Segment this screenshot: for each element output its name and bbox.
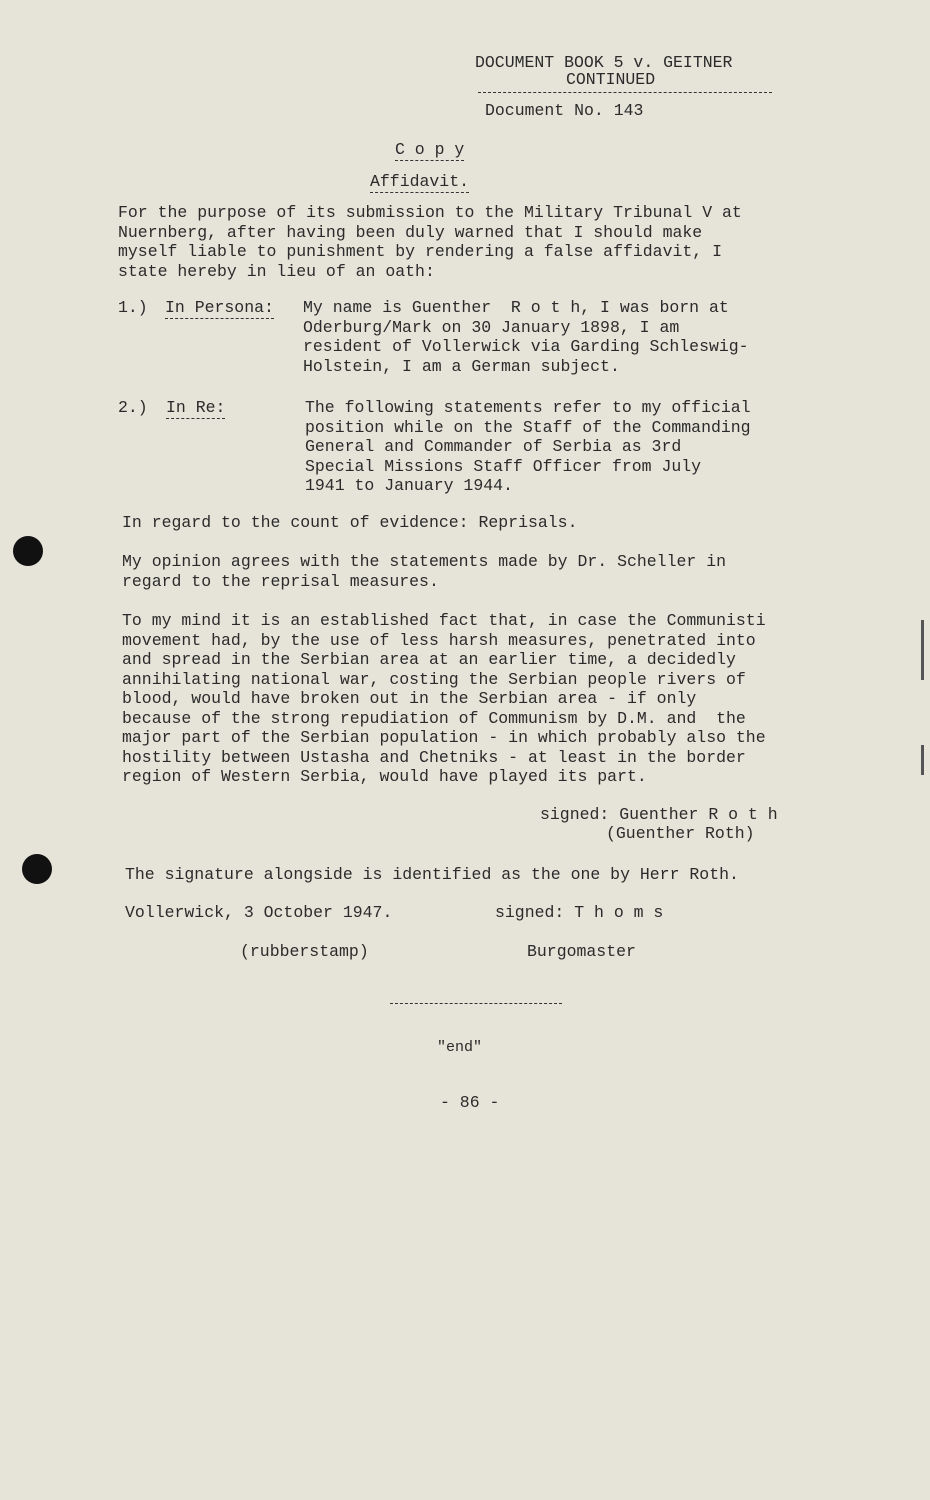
intro-line: myself liable to punishment by rendering a false affidavit, I (118, 242, 722, 261)
affidavit-title: Affidavit. (370, 172, 470, 191)
mind-line: annihilating national war, costing the Serbian people rivers of (122, 669, 746, 689)
punch-hole-upper (13, 536, 43, 566)
opinion-paragraph (122, 552, 726, 591)
item2-label: In Re: (166, 398, 226, 417)
header-line-2: CONTINUED (566, 70, 656, 89)
end-marker: "end" (437, 1039, 483, 1056)
page-number: - 86 - (440, 1093, 500, 1112)
item2-line: Special Missions Staff Officer from July (305, 456, 702, 476)
regard-line: In regard to the count of evidence: Reprisals. (122, 513, 578, 532)
item2-line: The following statements refer to my official (305, 398, 751, 417)
rubberstamp-note: (rubberstamp) (240, 942, 369, 961)
item2-line: General and Commander of Serbia as 3rd (305, 437, 682, 456)
intro-line: Nuernberg, after having been duly warned that I should make (118, 222, 703, 242)
item2-number: 2.) (118, 398, 148, 417)
item2-line: 1941 to January 1944. (305, 476, 513, 495)
end-rule (390, 1003, 562, 1004)
item2-line: position while on the Staff of the Commanding (305, 417, 751, 437)
identification-line: The signature alongside is identified as the one by Herr Roth. (125, 865, 739, 884)
item1-line: Holstein, I am a German subject. (303, 356, 620, 376)
item1-line: Oderburg/Mark on 30 January 1898, I am (303, 317, 680, 337)
header-line-1: DOCUMENT BOOK 5 v. GEITNER (475, 53, 733, 72)
item1-label: In Persona: (165, 298, 274, 317)
opinion-line: My opinion agrees with the statements made by Dr. Scheller in (122, 552, 726, 571)
mind-line: To my mind it is an established fact that, in case the Communisti (122, 611, 766, 630)
intro-paragraph (118, 203, 742, 281)
page-edge-mark-lower (921, 745, 924, 775)
copy-label: C o p y (395, 140, 465, 159)
intro-line: state hereby in lieu of an oath: (118, 261, 435, 281)
signed-thoms: signed: T h o m s (495, 903, 664, 922)
page-edge-mark (921, 620, 924, 680)
item1-line: My name is Guenther R o t h, I was born at (303, 298, 729, 317)
mind-line: region of Western Serbia, would have played its part. (122, 767, 647, 786)
item2-text (305, 398, 751, 496)
mind-paragraph (122, 611, 766, 787)
mind-line: because of the strong repudiation of Communism by D.M. and the (122, 708, 746, 728)
item1-text (303, 298, 749, 376)
signed-roth-name: (Guenther Roth) (606, 824, 755, 843)
mind-line: hostility between Ustasha and Chetniks - at least in the border (122, 747, 746, 767)
signed-roth: signed: Guenther R o t h (540, 805, 778, 824)
burgomaster-title: Burgomaster (527, 942, 636, 961)
punch-hole-lower (22, 854, 52, 884)
mind-line: movement had, by the use of less harsh measures, penetrated into (122, 630, 756, 650)
mind-line: blood, would have broken out in the Serbian area - if only (122, 689, 697, 708)
opinion-line: regard to the reprisal measures. (122, 571, 439, 591)
place-date: Vollerwick, 3 October 1947. (125, 903, 393, 922)
mind-line: major part of the Serbian population - in which probably also the (122, 728, 766, 747)
intro-line: For the purpose of its submission to the Military Tribunal V at (118, 203, 742, 222)
document-number: Document No. 143 (485, 101, 644, 120)
header-rule (478, 92, 772, 93)
item1-number: 1.) (118, 298, 148, 317)
item1-line: resident of Vollerwick via Garding Schleswig- (303, 337, 749, 356)
mind-line: and spread in the Serbian area at an earlier time, a decidedly (122, 650, 736, 669)
